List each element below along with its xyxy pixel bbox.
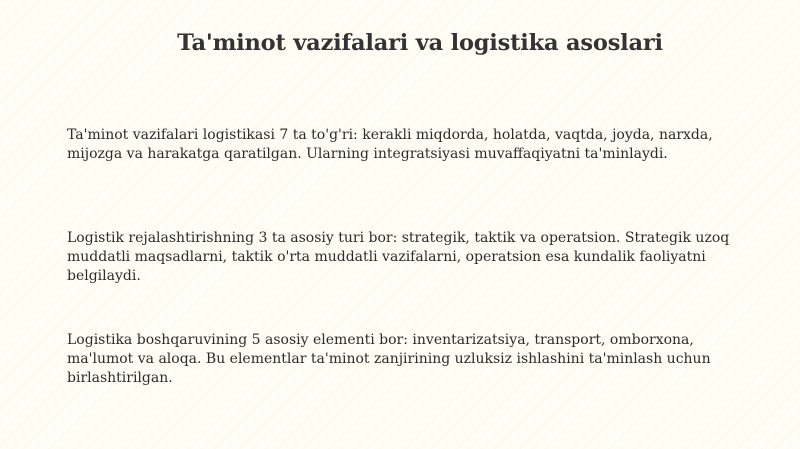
slide-title: Ta'minot vazifalari va logistika asoslari <box>177 30 663 56</box>
paragraph-supply-functions: Ta'minot vazifalari logistikasi 7 ta to'g'ri: kerakli miqdorda, holatda, vaqtda, joyda, narxda, mijozga va harakatga qaratilgan. Ularning integratsiyasi muvaffaqiyatni ta'minlaydi. <box>67 127 713 162</box>
paragraph-management-elements: Logistika boshqaruvining 5 asosiy elementi bor: inventarizatsiya, transport, omborxona, ma'lumot va aloqa. Bu elementlar ta'minot zanjirining uzluksiz ishlashini ta'minlash uchun birlashtirilgan. <box>67 332 711 386</box>
paragraph-planning-types: Logistik rejalashtirishning 3 ta asosiy turi bor: strategik, taktik va operatsion. Strategik uzoq muddatli maqsadlarni, taktik o'rta muddatli vazifalarni, operatsion esa kundalik faoliyatni belgilaydi. <box>67 230 730 284</box>
